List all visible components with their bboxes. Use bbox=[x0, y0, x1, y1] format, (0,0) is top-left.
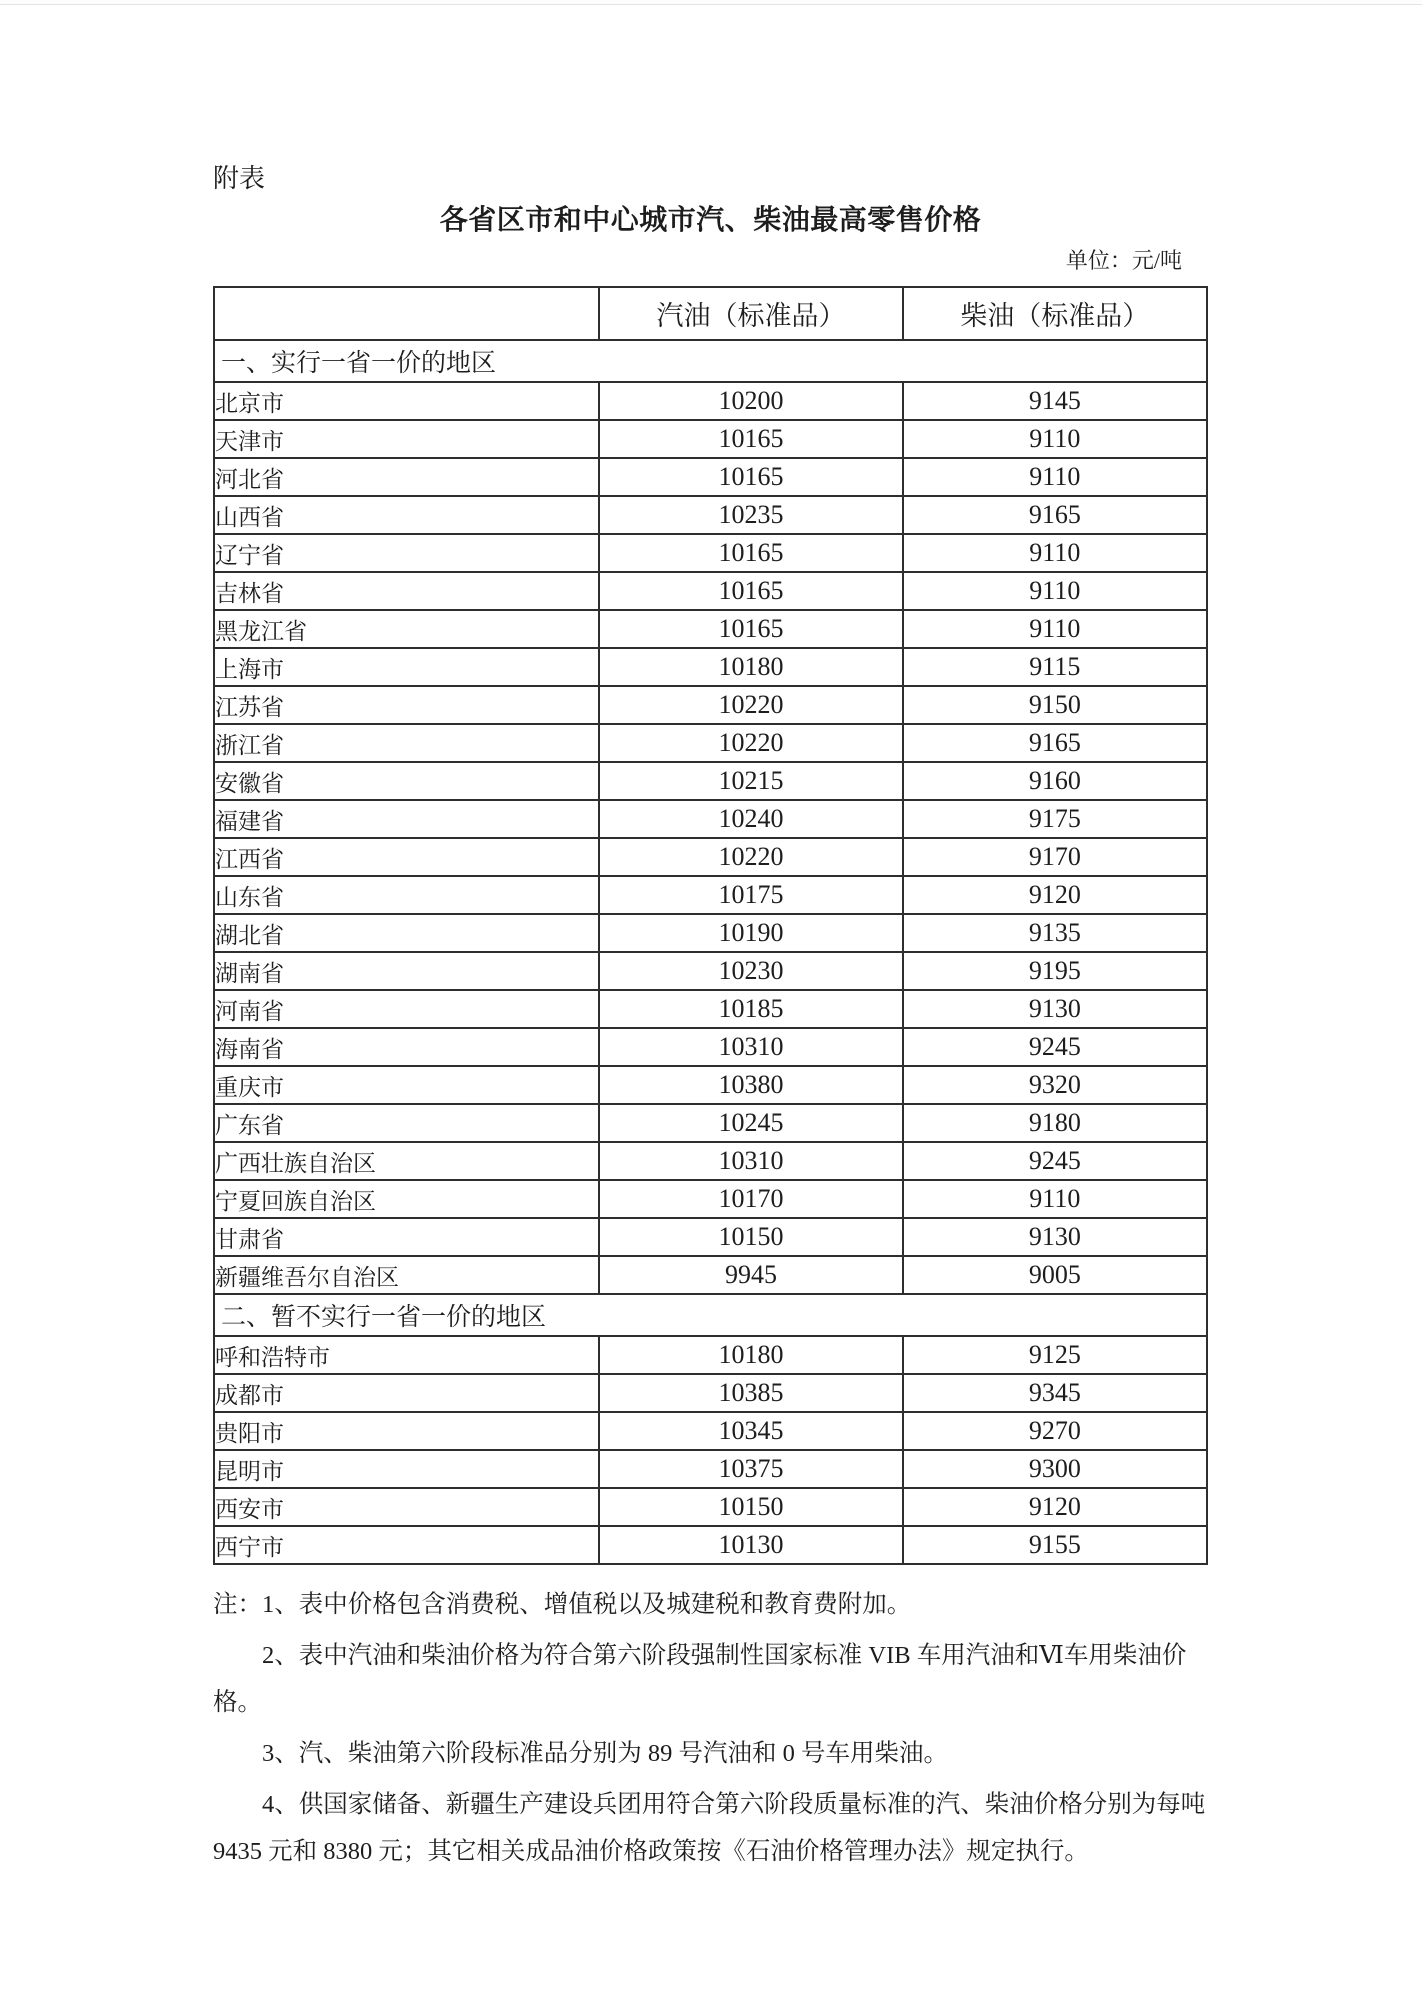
diesel-cell: 9110 bbox=[903, 1180, 1207, 1218]
region-cell: 山东省 bbox=[214, 876, 599, 914]
region-cell: 福建省 bbox=[214, 800, 599, 838]
region-cell: 海南省 bbox=[214, 1028, 599, 1066]
region-cell: 北京市 bbox=[214, 382, 599, 420]
table-row bbox=[214, 724, 1207, 762]
diesel-cell: 9180 bbox=[903, 1104, 1207, 1142]
diesel-cell: 9345 bbox=[903, 1374, 1207, 1412]
gasoline-cell: 10240 bbox=[599, 800, 902, 838]
diesel-column-header: 柴油（标准品） bbox=[903, 287, 1207, 340]
diesel-cell: 9155 bbox=[903, 1526, 1207, 1564]
region-cell: 天津市 bbox=[214, 420, 599, 458]
region-cell: 宁夏回族自治区 bbox=[214, 1180, 599, 1218]
table-row bbox=[214, 1374, 1207, 1412]
table-row bbox=[214, 1526, 1207, 1564]
gasoline-cell: 10150 bbox=[599, 1488, 902, 1526]
gasoline-cell: 10190 bbox=[599, 914, 902, 952]
gasoline-cell: 9945 bbox=[599, 1256, 902, 1294]
diesel-cell: 9170 bbox=[903, 838, 1207, 876]
table-row bbox=[214, 800, 1207, 838]
diesel-cell: 9165 bbox=[903, 496, 1207, 534]
diesel-cell: 9110 bbox=[903, 420, 1207, 458]
diesel-cell: 9300 bbox=[903, 1450, 1207, 1488]
gasoline-cell: 10180 bbox=[599, 648, 902, 686]
diesel-cell: 9130 bbox=[903, 990, 1207, 1028]
region-cell: 辽宁省 bbox=[214, 534, 599, 572]
gasoline-cell: 10150 bbox=[599, 1218, 902, 1256]
diesel-cell: 9120 bbox=[903, 876, 1207, 914]
region-cell: 吉林省 bbox=[214, 572, 599, 610]
section-header: 二、暂不实行一省一价的地区 bbox=[214, 1294, 1207, 1336]
table-row bbox=[214, 1256, 1207, 1294]
page-title: 各省区市和中心城市汽、柴油最高零售价格 bbox=[439, 205, 982, 236]
region-cell: 成都市 bbox=[214, 1374, 599, 1412]
page-label: 附表 bbox=[213, 164, 266, 193]
table-row bbox=[214, 990, 1207, 1028]
document-page bbox=[213, 0, 1208, 1879]
gasoline-cell: 10185 bbox=[599, 990, 902, 1028]
table-row bbox=[214, 1336, 1207, 1374]
diesel-cell: 9125 bbox=[903, 1336, 1207, 1374]
table-row bbox=[214, 1488, 1207, 1526]
region-cell: 江西省 bbox=[214, 838, 599, 876]
diesel-cell: 9150 bbox=[903, 686, 1207, 724]
diesel-cell: 9245 bbox=[903, 1142, 1207, 1180]
notes-block bbox=[213, 1581, 1208, 1875]
region-cell: 广东省 bbox=[214, 1104, 599, 1142]
gasoline-cell: 10175 bbox=[599, 876, 902, 914]
diesel-cell: 9110 bbox=[903, 610, 1207, 648]
region-cell: 江苏省 bbox=[214, 686, 599, 724]
gasoline-cell: 10180 bbox=[599, 1336, 902, 1374]
region-cell: 浙江省 bbox=[214, 724, 599, 762]
region-cell: 呼和浩特市 bbox=[214, 1336, 599, 1374]
gasoline-cell: 10165 bbox=[599, 610, 902, 648]
region-cell: 新疆维吾尔自治区 bbox=[214, 1256, 599, 1294]
note-4: 4、供国家储备、新疆生产建设兵团用符合第六阶段质量标准的汽、柴油价格分别为每吨 9435 元和 8380 元；其它相关成品油价格政策按《石油价格管理办法》规定执行。 bbox=[213, 1791, 1206, 1865]
table-row bbox=[214, 1142, 1207, 1180]
note-1: 注：1、表中价格包含消费税、增值税以及城建税和教育费附加。 bbox=[213, 1591, 912, 1618]
gasoline-cell: 10310 bbox=[599, 1028, 902, 1066]
table-row bbox=[214, 1180, 1207, 1218]
table-row bbox=[214, 382, 1207, 420]
gasoline-cell: 10220 bbox=[599, 724, 902, 762]
region-cell: 上海市 bbox=[214, 648, 599, 686]
region-cell: 贵阳市 bbox=[214, 1412, 599, 1450]
diesel-cell: 9005 bbox=[903, 1256, 1207, 1294]
region-cell: 广西壮族自治区 bbox=[214, 1142, 599, 1180]
region-cell: 安徽省 bbox=[214, 762, 599, 800]
diesel-cell: 9115 bbox=[903, 648, 1207, 686]
table-row bbox=[214, 1218, 1207, 1256]
gasoline-cell: 10200 bbox=[599, 382, 902, 420]
diesel-cell: 9130 bbox=[903, 1218, 1207, 1256]
gasoline-cell: 10165 bbox=[599, 420, 902, 458]
diesel-cell: 9110 bbox=[903, 458, 1207, 496]
region-cell: 黑龙江省 bbox=[214, 610, 599, 648]
gasoline-cell: 10245 bbox=[599, 1104, 902, 1142]
region-cell: 重庆市 bbox=[214, 1066, 599, 1104]
table-row bbox=[214, 458, 1207, 496]
diesel-cell: 9245 bbox=[903, 1028, 1207, 1066]
diesel-cell: 9120 bbox=[903, 1488, 1207, 1526]
section-header-row bbox=[214, 340, 1207, 382]
unit-label: 单位：元/吨 bbox=[1065, 248, 1182, 273]
diesel-cell: 9195 bbox=[903, 952, 1207, 990]
gasoline-column-header: 汽油（标准品） bbox=[599, 287, 902, 340]
price-table-body bbox=[214, 340, 1207, 1564]
table-row bbox=[214, 534, 1207, 572]
table-row bbox=[214, 914, 1207, 952]
diesel-cell: 9110 bbox=[903, 572, 1207, 610]
table-row bbox=[214, 838, 1207, 876]
region-cell: 山西省 bbox=[214, 496, 599, 534]
gasoline-cell: 10375 bbox=[599, 1450, 902, 1488]
table-row bbox=[214, 762, 1207, 800]
price-table bbox=[213, 286, 1208, 1565]
gasoline-cell: 10230 bbox=[599, 952, 902, 990]
gasoline-cell: 10220 bbox=[599, 838, 902, 876]
section-header: 一、实行一省一价的地区 bbox=[214, 340, 1207, 382]
region-cell: 河南省 bbox=[214, 990, 599, 1028]
diesel-cell: 9160 bbox=[903, 762, 1207, 800]
note-3: 3、汽、柴油第六阶段标准品分别为 89 号汽油和 0 号车用柴油。 bbox=[262, 1740, 948, 1767]
diesel-cell: 9135 bbox=[903, 914, 1207, 952]
diesel-cell: 9165 bbox=[903, 724, 1207, 762]
note-2: 2、表中汽油和柴油价格为符合第六阶段强制性国家标准 VIB 车用汽油和Ⅵ车用柴油价格。 bbox=[213, 1642, 1187, 1716]
region-cell: 西宁市 bbox=[214, 1526, 599, 1564]
gasoline-cell: 10220 bbox=[599, 686, 902, 724]
gasoline-cell: 10170 bbox=[599, 1180, 902, 1218]
table-row bbox=[214, 952, 1207, 990]
table-row bbox=[214, 610, 1207, 648]
table-row bbox=[214, 1412, 1207, 1450]
region-cell: 昆明市 bbox=[214, 1450, 599, 1488]
gasoline-cell: 10165 bbox=[599, 534, 902, 572]
table-row bbox=[214, 876, 1207, 914]
table-header-row bbox=[214, 287, 1207, 340]
gasoline-cell: 10165 bbox=[599, 572, 902, 610]
gasoline-cell: 10380 bbox=[599, 1066, 902, 1104]
region-cell: 河北省 bbox=[214, 458, 599, 496]
gasoline-cell: 10165 bbox=[599, 458, 902, 496]
table-row bbox=[214, 1066, 1207, 1104]
table-row bbox=[214, 686, 1207, 724]
gasoline-cell: 10345 bbox=[599, 1412, 902, 1450]
table-row bbox=[214, 572, 1207, 610]
region-cell: 湖北省 bbox=[214, 914, 599, 952]
gasoline-cell: 10215 bbox=[599, 762, 902, 800]
table-row bbox=[214, 648, 1207, 686]
region-cell: 甘肃省 bbox=[214, 1218, 599, 1256]
region-cell: 西安市 bbox=[214, 1488, 599, 1526]
table-row bbox=[214, 496, 1207, 534]
diesel-cell: 9270 bbox=[903, 1412, 1207, 1450]
gasoline-cell: 10235 bbox=[599, 496, 902, 534]
table-row bbox=[214, 1450, 1207, 1488]
diesel-cell: 9145 bbox=[903, 382, 1207, 420]
region-column-header bbox=[214, 287, 599, 340]
table-row bbox=[214, 1104, 1207, 1142]
table-row bbox=[214, 420, 1207, 458]
diesel-cell: 9110 bbox=[903, 534, 1207, 572]
region-cell: 湖南省 bbox=[214, 952, 599, 990]
gasoline-cell: 10130 bbox=[599, 1526, 902, 1564]
diesel-cell: 9320 bbox=[903, 1066, 1207, 1104]
gasoline-cell: 10385 bbox=[599, 1374, 902, 1412]
section-header-row bbox=[214, 1294, 1207, 1336]
diesel-cell: 9175 bbox=[903, 800, 1207, 838]
gasoline-cell: 10310 bbox=[599, 1142, 902, 1180]
table-row bbox=[214, 1028, 1207, 1066]
